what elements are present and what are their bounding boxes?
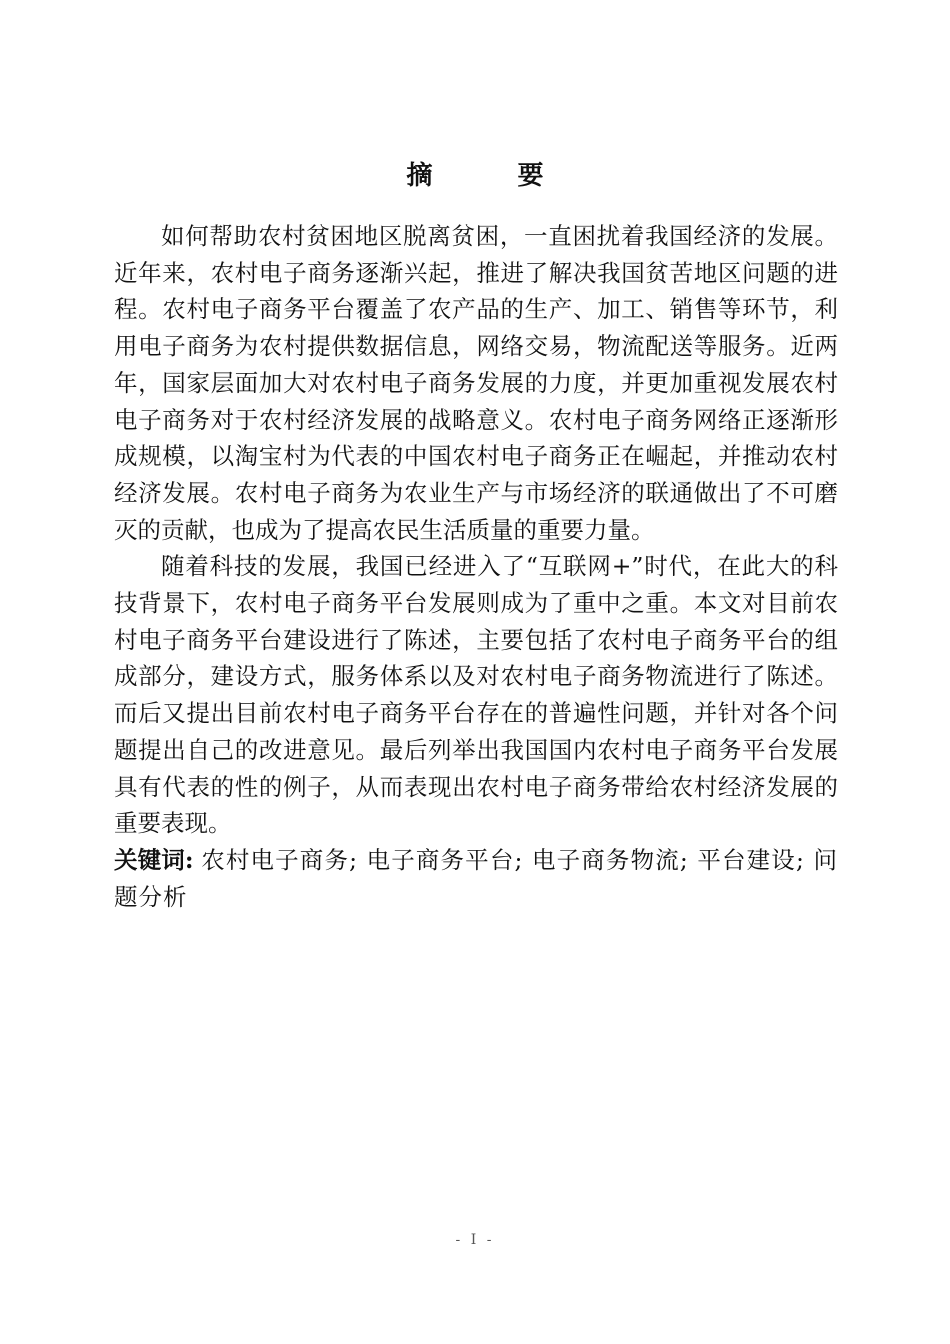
keywords-label: 关键词: — [114, 845, 194, 874]
page-number: - I - — [455, 1232, 495, 1248]
abstract-paragraph-2: 随着科技的发展，我国已经进入了“互联网+”时代，在此大的科技背景下，农村电子商务平台发展则成为了重中之重。本文对目前农村电子商务平台建设进行了陈述，主要包括了农村电子商务平台的组成部分，建设方式，服务体系以及对农村电子商务物流进行了陈述。而后又提出目前农村电子商务平台存在的普遍性问题，并针对各个问题提出自己的改进意见。最后列举出我国国内农村电子商务平台发展具有代表的性的例子，从而表现出农村电子商务带给农村经济发展的重要表现。 — [114, 552, 838, 838]
keywords-line — [114, 842, 838, 915]
keywords-list: 农村电子商务; 电子商务平台; 电子商务物流; 平台建设; 问题分析 — [114, 845, 838, 911]
abstract-title: 摘 要 — [406, 161, 582, 191]
abstract-body — [114, 218, 838, 915]
abstract-paragraph-1: 如何帮助农村贫困地区脱离贫困，一直困扰着我国经济的发展。近年来，农村电子商务逐渐兴起，推进了解决我国贫苦地区问题的进程。农村电子商务平台覆盖了农产品的生产、加工、销售等环节，利用电子商务为农村提供数据信息，网络交易，物流配送等服务。近两年，国家层面加大对农村电子商务发展的力度，并更加重视发展农村电子商务对于农村经济发展的战略意义。农村电子商务网络正逐渐形成规模，以淘宝村为代表的中国农村电子商务正在崛起，并推动农村经济发展。农村电子商务为农业生产与市场经济的联通做出了不可磨灭的贡献，也成为了提高农民生活质量的重要力量。 — [114, 222, 838, 544]
